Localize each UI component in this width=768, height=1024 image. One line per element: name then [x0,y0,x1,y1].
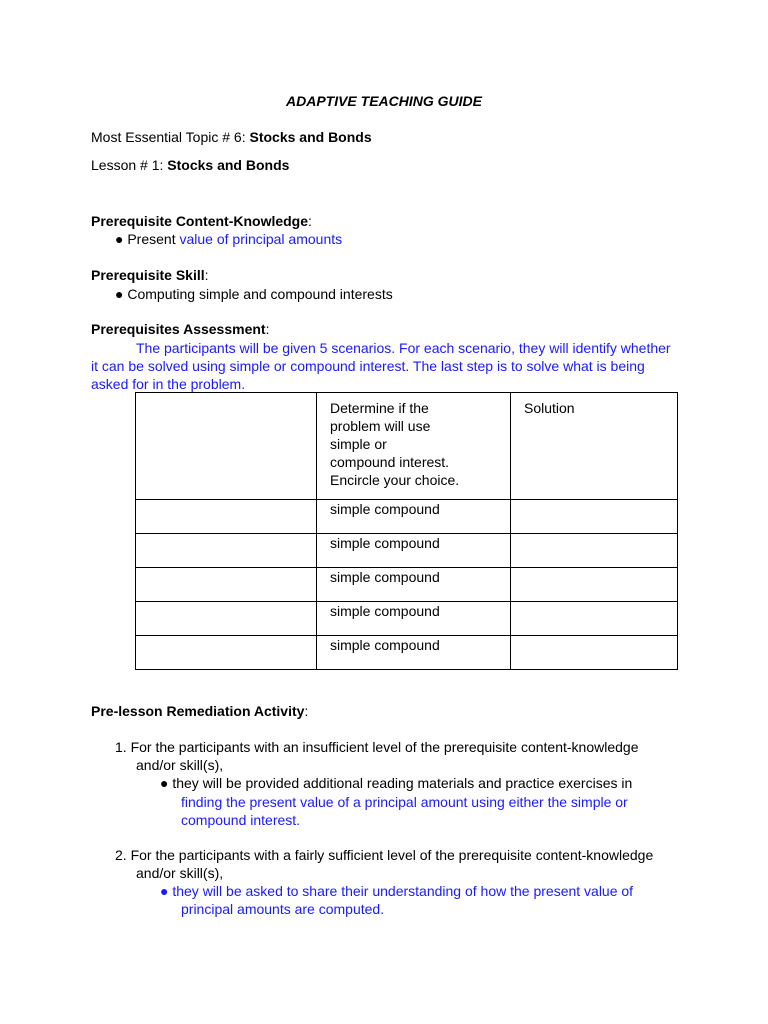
prereq-assessment-description: The participants will be given 5 scenarios. For each scenario, they will identify whether it can be solved using simple or compound interest. The last step is to solve what is being asked for in the problem. [91,340,671,392]
document-title: ADAPTIVE TEACHING GUIDE [285,93,482,109]
table-row [136,636,678,670]
table-row [136,534,678,568]
table-row [136,568,678,602]
lesson-value: Stocks and Bonds [167,157,290,173]
table-cell[interactable] [136,636,317,670]
topic-line [91,128,372,146]
remediation-colon: : [304,703,309,719]
table-header-cell-2 [317,393,511,500]
prereq-knowledge-bullet [115,230,342,248]
remediation-item-1-line-1: 1. For the participants with an insufficient level of the prerequisite content-knowledge [115,739,639,755]
topic-value: Stocks and Bonds [249,129,372,145]
remediation-heading [91,702,308,720]
prereq-assessment-heading [91,320,269,338]
prereq-skill-title: Prerequisite Skill [91,267,205,283]
assessment-table [135,392,678,670]
remediation-item-1-line-2: and/or skill(s), [136,757,224,773]
prereq-knowledge-colon: : [308,213,312,229]
prereq-skill-heading [91,266,209,284]
header-line: Determine if the [330,400,429,416]
table-cell[interactable] [136,500,317,534]
table-cell-solution[interactable] [511,602,678,636]
table-row [136,500,678,534]
prereq-skill-colon: : [204,267,209,283]
table-cell-solution[interactable] [511,568,678,602]
table-header-cell-solution: Solution [511,393,678,500]
table-cell-solution[interactable] [511,636,678,670]
table-cell-choice[interactable]: simple compound [317,602,511,636]
prereq-skill-bullet: ● Computing simple and compound interests [115,286,393,302]
table-cell-choice[interactable]: simple compound [317,534,511,568]
table-cell-solution[interactable] [511,500,678,534]
prereq-assessment-colon: : [265,321,270,337]
lesson-line [91,156,289,174]
header-line: Encircle your choice. [330,472,460,488]
table-cell-choice[interactable]: simple compound [317,636,511,670]
prereq-knowledge-heading [91,212,312,230]
prereq-knowledge-bullet-text: ● Present [115,231,180,247]
table-header-cell-1 [136,393,317,500]
table-header-row [136,393,678,500]
table-cell-choice[interactable]: simple compound [317,500,511,534]
remediation-item-2-line-1: 2. For the participants with a fairly sufficient level of the prerequisite content-knowledge [115,847,654,863]
remediation-item-1-detail-1: finding the present value of a principal amount using either the simple or [181,794,628,810]
remediation-item-1-bullet: ● they will be provided additional reading materials and practice exercises in [160,775,633,791]
table-cell-choice[interactable]: simple compound [317,568,511,602]
header-line: problem will use [330,418,431,434]
prereq-assessment-title: Prerequisites Assessment [91,321,266,337]
remediation-title: Pre-lesson Remediation Activity [91,703,305,719]
topic-label: Most Essential Topic # 6: [91,129,250,145]
remediation-item-2-line-2: and/or skill(s), [136,865,224,881]
prereq-knowledge-bullet-highlight: value of principal amounts [179,231,343,247]
header-line: compound interest. [330,454,450,470]
prereq-knowledge-title: Prerequisite Content-Knowledge [91,213,309,229]
table-cell-solution[interactable] [511,534,678,568]
table-row [136,602,678,636]
table-cell[interactable] [136,568,317,602]
remediation-item-2-bullet: ● they will be asked to share their understanding of how the present value of [160,883,634,899]
table-cell[interactable] [136,534,317,568]
remediation-item-2-detail: principal amounts are computed. [181,901,385,917]
header-line: simple or [330,436,387,452]
table-cell[interactable] [136,602,317,636]
remediation-item-1-detail-2: compound interest. [181,812,301,828]
lesson-label: Lesson # 1: [91,157,168,173]
